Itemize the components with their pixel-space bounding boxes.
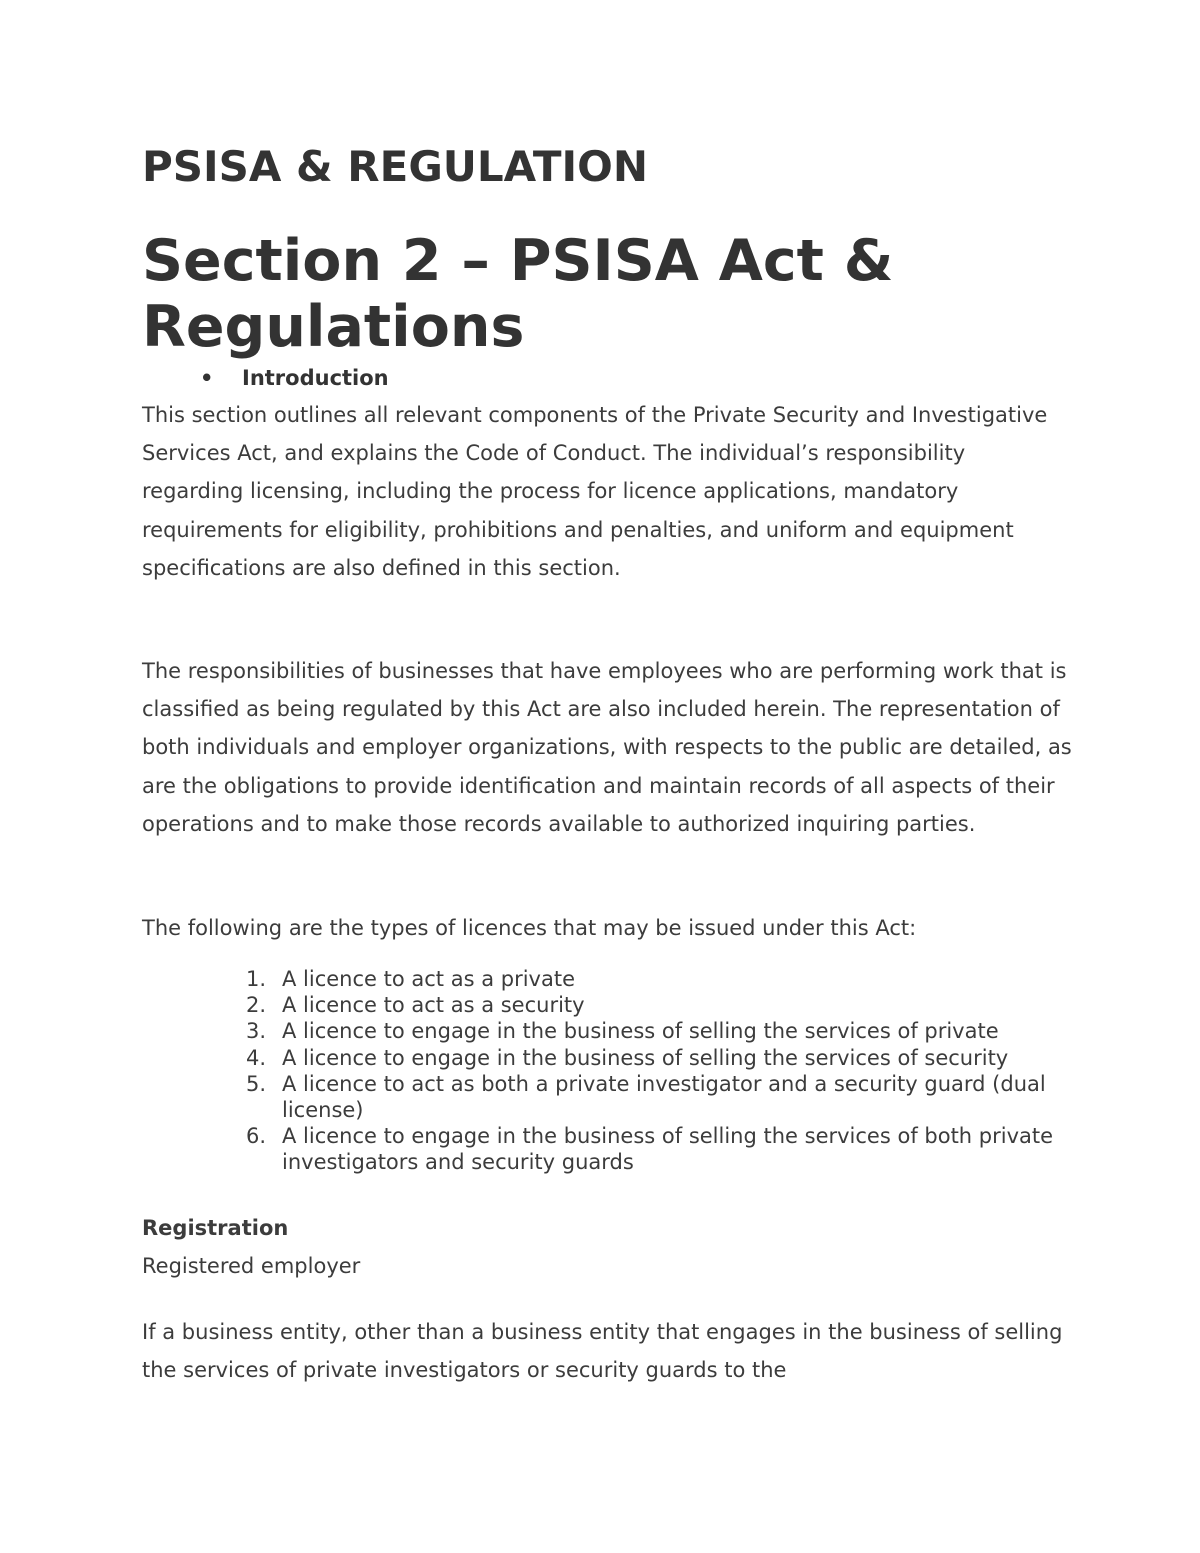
- list-item: [246, 966, 1082, 992]
- list-item: [246, 1045, 1082, 1071]
- list-item-text: A licence to act as a security: [282, 993, 585, 1018]
- list-number: 2.: [246, 993, 267, 1018]
- licence-types-intro: The following are the types of licences that may be issued under this Act:: [142, 916, 917, 940]
- list-number: 1.: [246, 967, 267, 991]
- list-item-text: A licence to engage in the business of selling the services of private: [282, 1019, 999, 1044]
- registration-heading: Registration: [142, 1216, 289, 1240]
- list-item: [246, 1071, 1082, 1123]
- registered-employer-subheading: Registered employer: [142, 1254, 361, 1278]
- list-item: [246, 992, 1082, 1018]
- intro-paragraph: This section outlines all relevant components of the Private Security and Investigative Services Act, and explains the Code of Conduct. The individual’s responsibility regarding licensing, including the process for licence applications, mandatory requirements for eligibility, prohibitions and penalties, and uniform and equipment specifications are also defined in this section.: [142, 403, 1048, 580]
- list-item: [246, 1123, 1082, 1175]
- introduction-bullet: [200, 364, 389, 392]
- introduction-label: Introduction: [242, 366, 389, 390]
- list-item-text: A licence to act as a private: [282, 967, 575, 991]
- list-number: 3.: [246, 1019, 267, 1044]
- list-item: [246, 1018, 1082, 1044]
- list-item-text: A licence to engage in the business of selling the services of both private investigators and security guards: [282, 1124, 1054, 1175]
- list-number: 4.: [246, 1045, 267, 1070]
- responsibilities-paragraph: The responsibilities of businesses that have employees who are performing work that is classified as being regulated by this Act are also included herein. The representation of both individuals and employer organizations, with respects to the public are detailed, as are the obligations to provide identification and maintain records of all aspects of their operations and to make those records available to authorized inquiring parties.: [142, 659, 1072, 836]
- list-number: 6.: [246, 1124, 267, 1149]
- section-title: Section 2 – PSISA Act & Regulations: [142, 228, 894, 360]
- list-number: 5.: [246, 1071, 267, 1096]
- registration-paragraph: If a business entity, other than a business entity that engages in the business of selling the services of private investigators or security guards to the: [142, 1320, 1063, 1383]
- list-item-text: A licence to act as both a private investigator and a security guard (dual license): [282, 1071, 1046, 1123]
- list-item-text: A licence to engage in the business of selling the services of security: [282, 1045, 1009, 1070]
- licence-types-list: [246, 966, 1082, 1176]
- bullet-marker: •: [200, 366, 214, 390]
- document-title: PSISA & REGULATION: [142, 142, 649, 191]
